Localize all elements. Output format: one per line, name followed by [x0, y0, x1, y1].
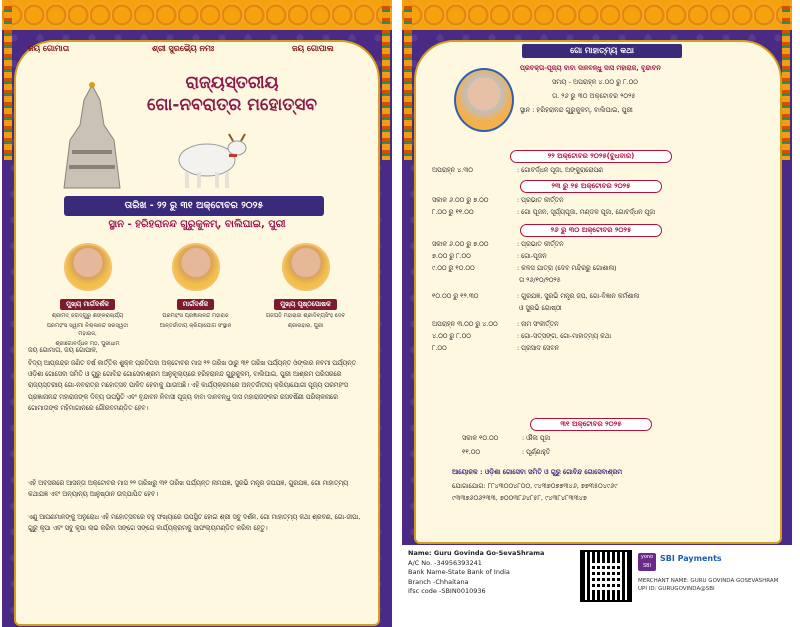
avatar	[172, 243, 220, 291]
section-heading: ୩୧ ଅକ୍ଟୋବର ୨୦୨୫	[530, 418, 652, 431]
schedule-row	[432, 344, 559, 353]
title-line-2: ଗୋ-ନବରାତ୍ର ମହୋତ୍ସବ	[146, 95, 318, 115]
patron-role: ମୁଖ୍ୟ ପୃଷ୍ଠପୋଷକ	[274, 299, 337, 310]
top-left-text: ଜୟ ଗୋମାତା	[28, 44, 70, 53]
row-time: ଅପରାହ୍ନ ୩.୦୦ ରୁ ୪.୦୦	[432, 320, 498, 328]
invitation-back-panel	[402, 0, 792, 627]
top-center-text: ଶ୍ରୀ ସୁରଭ୍ୟୈ ନମଃ	[152, 44, 215, 53]
top-right-text: ଜୟ ଗୋପାଲ	[292, 44, 334, 53]
row-event: : ପ୍ରସାଦ ସେବନ	[517, 344, 559, 352]
time-text: ସମୟ - ଅପରାହ୍ନ ୪.୦୦ ରୁ ୮.୦୦	[552, 78, 639, 86]
schedule-row	[432, 320, 559, 329]
patron-name-2: ଆନ୍ତର୍ଜାତୀୟ କ୍ରିୟାଯୋଗ ସଂସ୍ଥାନ	[159, 323, 232, 329]
schedule-row	[432, 276, 561, 285]
merchant-info	[638, 577, 778, 593]
row-time: ୭.୦୦ ରୁ ୮.୦୦	[432, 252, 471, 260]
date-banner: ତାରିଖ - ୨୨ ରୁ ୩୧ ଅକ୍ଟୋବର ୨୦୨୫	[64, 196, 324, 216]
schedule-row	[432, 292, 639, 301]
section-heading: ୨୨ ଅକ୍ଟୋବର ୨୦୨୫(ବୁଧବାର)	[510, 150, 672, 163]
schedule-row	[432, 240, 564, 249]
venue-text: ସ୍ଥାନ - ହରିହରାନନ୍ଦ ଗୁରୁକୁଳମ୍, ବାଲିଘାଇ, ପୁରୀ	[108, 219, 286, 230]
side-garland-left	[4, 0, 12, 160]
avatar	[282, 243, 330, 291]
row-time: ସକାଳ ୬.୦୦ ରୁ ୭.୦୦	[432, 196, 489, 204]
speaker-avatar	[454, 68, 514, 132]
account-number: A/C No. -34956393241	[408, 558, 482, 567]
row-time: ୮.୦୦ ରୁ ୧୧.୦୦	[432, 208, 474, 216]
bank-details-footer	[402, 545, 792, 627]
row-event: : ଗୋ-ସତ୍ସଙ୍ଗ, ଗୋ-ମାହାତ୍ମ୍ୟ କଥା	[517, 332, 612, 340]
greeting-text: ଜୟ ଗୋମାତା, ଜୟ ଗୋପାଳ,	[28, 347, 98, 354]
bank-info	[408, 549, 544, 597]
section-heading: ୨୩ ରୁ ୨୫ ଅକ୍ଟୋବର ୨୦୨୫	[520, 180, 662, 193]
row-event: : ପୂର୍ଣ୍ଣାହୁତି	[522, 448, 551, 456]
section-title: ଗୋ ମାହାତ୍ମ୍ୟ କଥା	[522, 44, 682, 58]
patron-name: ଶ୍ରୀମଦ୍ ଜଗଦ୍ଗୁରୁ ଶଙ୍କରାଚାର୍ଯ୍ୟ	[51, 313, 124, 319]
patron-name-3: ଶ୍ରୀଗୋବର୍ଦ୍ଧନ ମଠ, ପୁରୀଧାମ	[55, 341, 120, 347]
organizer-text: ଆୟୋଜକ : ଓଡ଼ିଶା ଗୋସେବା ସମିତି ଓ ଗୁରୁ ଗୋବିନ୍ଦ ଗୋସେବାଶ୍ରମ	[452, 468, 623, 476]
row-event: : ଔଁଳା ପୂଜା	[522, 434, 551, 442]
schedule-row	[432, 252, 547, 261]
patron-name-2: ପରମହଂସ ସ୍ୱାମୀ ନିଶ୍ଚଳାନନ୍ଦ ସରସ୍ୱତୀ ମହାରାଜ,	[46, 323, 129, 337]
avatar	[64, 243, 112, 291]
schedule-row	[432, 264, 617, 273]
contact-line-1: ଯୋଗାଯୋଗ: ୮୮୪୩୦୦୪୮୦୦, ୯୪୩୭୦୭୭୩୪୬, ୭୭୩୫୦୪୯୬୯	[452, 482, 618, 490]
row-time: ୯.୦୦ ରୁ ୧୦.୦୦	[432, 264, 475, 272]
title-line-1: ରାଜ୍ୟସ୍ତରୀୟ	[185, 73, 279, 93]
patron-3	[258, 243, 353, 330]
invitation-paragraph-1: ବିଦ୍ୟ ଆପ୍ରନ୍ଦ୍ର ଜଣିତ ବର୍ଷ କାର୍ତ୍ତିକ ଶୁକ୍ଳ ପ୍ରତିପଦା ଅକ୍ଟୋବର ମାସ ୨୨ ତାରିଖ ଠାରୁ ୩୧ ତାରିଖ ପର୍ଯ୍ୟନ୍ତ ଓଁଙ୍କାର ନବମୀ ପର୍ଯ୍ୟନ୍ତ ଓଡ଼ିଶା ଗୋସେବା ସମିତି ଓ ଗୁରୁ ଗୋବିନ୍ଦ ଗୋସେବାଶ୍ରମ ଆନୁକୂଲ୍ୟରେ ହରିହରାନନ୍ଦ ଗୁରୁକୁଳମ୍, ବାଲିଘାଇ, ପୁରୀ ଆଶ୍ରମ ପରିସରରେ ରାଜ୍ୟସ୍ତରୀୟ ଗୋ-ନବରାତ୍ର ମହୋତ୍ସବ ପାଳିତ ହେବାକୁ ଯାଉଅଛି। ଏହି କାର୍ଯ୍ୟକ୍ରମରେ ଅନ୍ତର୍ଜାତୀୟ କ୍ରିୟାଯୋଗୀ ପୂଜ୍ୟ ପରମହଂସ ପ୍ରଜ୍ଞାନାନନ୍ଦ ମହାରାଜଙ୍କ ଦିବ୍ୟ ଉପସ୍ଥିତି ଏବଂ ବୃନ୍ଦାବନ ନିବାସୀ ପୂଜ୍ୟ ବାବା ଦାନବନ୍ଧୁ ଦାସ ମହାରାଜଙ୍କର ରସବର୍ଷିଣୀ ପରିଚାଳନାରେ ଗୋମାତାଙ୍କ ମହିମାଗାନରେ ଗୌରବମଣ୍ଡିତ ହେବ।	[28, 360, 357, 412]
row-event: : ଗୋ ପୂଜନ, ସୂର୍ଯ୍ୟପୂଜା, ମଣ୍ଡଳ ପୂଜା, ଗୋବର୍ଦ୍ଧନ ପୂଜା	[517, 208, 656, 216]
speaker-text: ପ୍ରବକ୍ତା-ପୂଜ୍ୟ ବାବା ଦାନବନ୍ଧୁ ଦାସ ମହାରାଜ, ବୃନ୍ଦାବନ	[520, 64, 661, 72]
upi-id: UPI ID: GURUGOVINDA@SBI	[638, 586, 715, 592]
row-time: ୧୦.୦୦ ରୁ ୧୨.୩୦	[432, 292, 479, 300]
schedule-row	[432, 208, 655, 217]
sbi-payments-logo: SBI Payments	[660, 554, 722, 563]
marigold-garland	[2, 0, 392, 30]
patron-role: ମୁଖ୍ୟ ମାର୍ଗଦର୍ଶକ	[60, 299, 115, 310]
row-time: ୮.୦୦	[432, 344, 447, 352]
side-garland-right	[782, 0, 790, 160]
row-time: ୧୧.୦୦	[462, 448, 480, 456]
row-time: ୪.୦୦ ରୁ ୮.୦୦	[432, 332, 471, 340]
row-time: ସକାଳ ୧୦.୦୦	[462, 434, 499, 442]
invitation-paragraph-2: ଏହି ଅବସରରେ ଆସନ୍ତା ଅକ୍ଟୋବର ମାସ ୨୨ ତାରିଖରୁ ୩୧ ତାରିଖ ପର୍ଯ୍ୟନ୍ତ ନାମଯଜ୍ଞ, ସୁରଭି ମନ୍ତ୍ର ଜପଯଜ୍ଞ, ଗୁରଯଜ୍ଞ, ଗୋ ମାହାତ୍ମ୍ୟ କଥାଯଜ୍ଞ ଏବଂ ଅନ୍ୟାନ୍ୟ ଆନୁଷ୍ଠାନ ଉଦ୍ଯାପିତ ହେବ।	[28, 480, 349, 499]
account-name: Name: Guru Govinda Go-SevaShrama	[408, 549, 545, 557]
patron-name-2: ଶ୍ରୀନାହାର, ପୁରୀ	[287, 323, 324, 329]
row-time: ଅପରାହ୍ନ ୪.୩୦	[432, 166, 473, 174]
bank-name: Bank Name-State Bank of India	[408, 568, 510, 576]
schedule-row	[432, 196, 564, 205]
place-text: ସ୍ଥାନ : ହରିହରାନନ୍ଦ ଗୁରୁକୁଳମ୍, ବାଲିଘାଇ, ପୁରୀ	[520, 106, 633, 114]
row-event: ତା ୨୬/୧୦/୨୦୨୫	[517, 276, 561, 284]
patron-2	[148, 243, 243, 330]
patron-name: ଗଜପତି ମହାରାଜା ଶ୍ରୀଦିବ୍ୟସିଂହ ଦେବ	[265, 313, 346, 319]
row-event: : କଳସ ଯାତ୍ରା (ଦେବ ମନ୍ଦିରରୁ ଗୋଶାଳା)	[517, 264, 617, 272]
branch-name: Branch -Chhaitana	[408, 577, 469, 586]
side-garland-left	[404, 0, 412, 160]
row-event: : ଗୋ-ପୂଜନ	[517, 252, 547, 260]
invitation-paragraph-3: ଏଣୁ ଆପଣମାନଙ୍କୁ ଅନୁରୋଧ ଏହି ମହୋତ୍ସବରେ ବହୁ ସଂଖ୍ୟାରେ ଉପସ୍ଥିତ ହୋଇ ଶ୍ରୀ ସବୁ ଦର୍ଶନ, ଗୋ ମାହାତ୍ମ୍ୟ କଥା ଶ୍ରବଣ, ଗୋ-ଜୀପା, ଗୁରୁ କୃପା ଏବଂ ସବୁ କୃପା ଲାଭ କରିବା ସଙ୍ଗେ ସଙ୍ଗେ କାର୍ଯ୍ୟକ୍ରମକୁ ସାଫଲ୍ୟମଣ୍ଡିତ କରିବା ହେତୁ।	[28, 514, 361, 533]
section-heading: ୨୬ ରୁ ୩୦ ଅକ୍ଟୋବର ୨୦୨୫	[520, 224, 662, 237]
row-event: : ପ୍ରଭାତ କୀର୍ତ୍ତନ	[517, 196, 564, 204]
row-event: : ଗୁରଯଜ୍ଞ, ସୁରଭି ମନ୍ତ୍ର ଜପ, ଗୋ-ବିଜ୍ଞାନ କର୍ମଶାଳା	[517, 292, 640, 300]
schedule-row	[462, 448, 550, 457]
patron-name: ପରମହଂସ ପ୍ରଜ୍ଞାନାନନ୍ଦ ମହାରାଜ	[162, 313, 229, 319]
ifsc-code: Ifsc code -SBIN0010936	[408, 587, 486, 595]
row-event: ଓ ସୁରଭି ଗୋଷ୍ଠୀ	[517, 304, 562, 312]
merchant-name: MERCHANT NAME: GURU GOVINDA GOSEVASHRAM	[638, 578, 779, 584]
row-event: : ଗୋବର୍ଦ୍ଧନ ପୂଜା, ଅଙ୍କୁରାରୋପଣ	[517, 166, 604, 174]
schedule-row	[432, 166, 603, 175]
patron-role: ମାର୍ଗଦର୍ଶକ	[177, 299, 214, 310]
side-garland-right	[382, 0, 390, 160]
marigold-garland	[402, 0, 792, 30]
schedule-row	[432, 304, 561, 313]
schedule-row	[462, 434, 550, 443]
yono-logo-icon: yono SBI	[638, 553, 656, 571]
festival-title	[112, 72, 352, 116]
invitation-front-panel	[2, 0, 392, 627]
row-event: : ପ୍ରଭାତ କୀର୍ତ୍ତନ	[517, 240, 564, 248]
patron-1	[40, 243, 135, 348]
cow-icon	[167, 128, 252, 190]
dates-text: ତା. ୨୬ ରୁ ୩୦ ଅକ୍ଟୋବର ୨୦୨୫	[552, 92, 636, 100]
schedule-row	[432, 332, 611, 341]
qr-code-icon[interactable]	[580, 550, 632, 602]
row-event: : ନାମ ସଂକୀର୍ତ୍ତନ	[517, 320, 559, 328]
row-time: ସକାଳ ୬.୦୦ ରୁ ୭.୦୦	[432, 240, 489, 248]
contact-line-2: ୯୩୩୭୬୦୬୨୩୩, ୭୦୦୩୮୬୪୮୫୮, ୯୪୩୮୪୮୩୩୪୭	[452, 494, 587, 502]
